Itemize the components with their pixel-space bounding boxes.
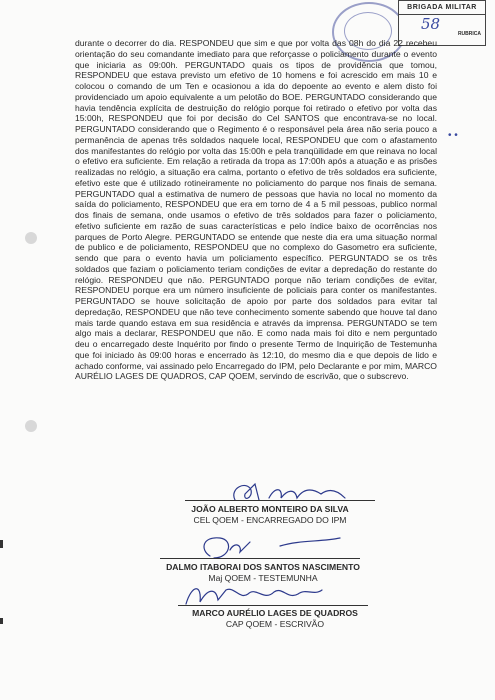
signature-1-role: CEL QOEM - ENCARREGADO DO IPM — [193, 515, 347, 525]
signature-1-name: JOÃO ALBERTO MONTEIRO DA SILVA — [191, 504, 349, 514]
punch-hole — [25, 232, 37, 244]
punch-hole — [25, 420, 37, 432]
signature-3-handwriting — [178, 578, 328, 608]
stamp-rubrica-label: RUBRICA — [457, 31, 481, 37]
scan-edge-mark — [0, 618, 3, 624]
deposition-body-text: durante o decorrer do dia. RESPONDEU que sim e que por volta das 08h do dia 22 recebeu orientação do seu comandante imediato para que reforçasse o policiamento durante o evento que iniciaria as 09:00h. PERGUNTADO quais os tipos de providência que tomou, RESPONDEU que estava previsto um efetivo de 10 homens e foi acrescido em mais 10 e colocou o comando de um Ten e ocasionou a ida do depoente ao evento e alem disto foi providenciado um apoio equivalente a um pelotão do BOE. PERGUNTADO considerando que havia tendência explícita de destruição do relógio porque foi retirado o efetivo por volta das 15:00h, RESPONDEU que foi por decisão do Cel SANTOS que encontrava-se no local. PERGUNTADO considerando que o Regimento é o responsável pela área não seria pouco a permanência de apenas três soldados naquele local, RESPONDEU que com o afastamento dos manifestantes do relógio por volta das 15:00h e pela tranqüilidade em que reinava no local o efetivo era suficiente. Em relação a retirada da tropa as 17:00h após a atuação e as prisões realizadas no relógio, a situação era calma, portanto o efetivo de três soldados era suficiente, efetivo este que é utilizado rotineiramente no policiamento do parque nos finais de semana. PERGUNTADO qual a estimativa de numero de pessoas que havia no local no momento da saída do policiamento, RESPONDEU que era em torno de 4 a 5 mil pessoas, publico normal dos finais de semana, onde usamos o efetivo de três soldados para fazer o policiamento, efetivo suficiente em razão de suas características e pelo índice baixo de ocorrências nos parques de Porto Alegre. PERGUNTADO se entende que neste dia era uma situação normal de publico e de policiamento, RESPONDEU que no complexo do Gasometro era suficiente, sendo que para o evento havia um policiamento específico. PERGUNTADO se os três soldados que faziam o policiamento teriam condições de evitar a depredação do restante do relógio. RESPONDEU que não. PERGUNTADO porque não teriam condições de evitar, RESPONDEU porque era um número insuficiente de policiais para conter os manifestantes. PERGUNTADO se houve solicitação de apoio por parte dos soldados para evitar tal depredação, RESPONDEU que não teve conhecimento somente sabendo que houve tal dano mais tarde quando estava em sua residência e através da imprensa. PERGUNTADO se tem algo mais a declarar, RESPONDEU que não. E como nada mais foi dito e nem perguntado deu o encarregado deste Inquérito por findo o presente Termo de Inquirição de Testemunha que foi iniciado às 09:00 horas e encerrado às 12:10, do mesmo dia e que depois de lido e achado conforme, vai assinado pelo Encarregado do IPM, pelo Declarante e por mim, MARCO AURÉLIO LAGES DE QUADROS, CAP QOEM, servindo de escrivão, que o subscrevo. — [75, 38, 437, 382]
handwritten-margin-mark: • • — [448, 130, 458, 141]
stamp-title: BRIGADA MILITAR — [407, 4, 477, 11]
stamp-divider — [399, 14, 485, 15]
signature-2-line — [160, 558, 360, 559]
signature-1-line — [185, 500, 375, 501]
signature-3-role: CAP QOEM - ESCRIVÃO — [225, 619, 325, 629]
scan-edge-mark — [0, 540, 3, 548]
signature-2-role: Maj QOEM - TESTEMUNHA — [208, 573, 318, 583]
stamp-page-number: 58 — [421, 15, 441, 33]
signature-2-name: DALMO ITABORAI DOS SANTOS NASCIMENTO — [166, 562, 360, 572]
signature-3-name: MARCO AURÉLIO LAGES DE QUADROS — [192, 608, 358, 618]
signature-3-line — [178, 605, 368, 606]
